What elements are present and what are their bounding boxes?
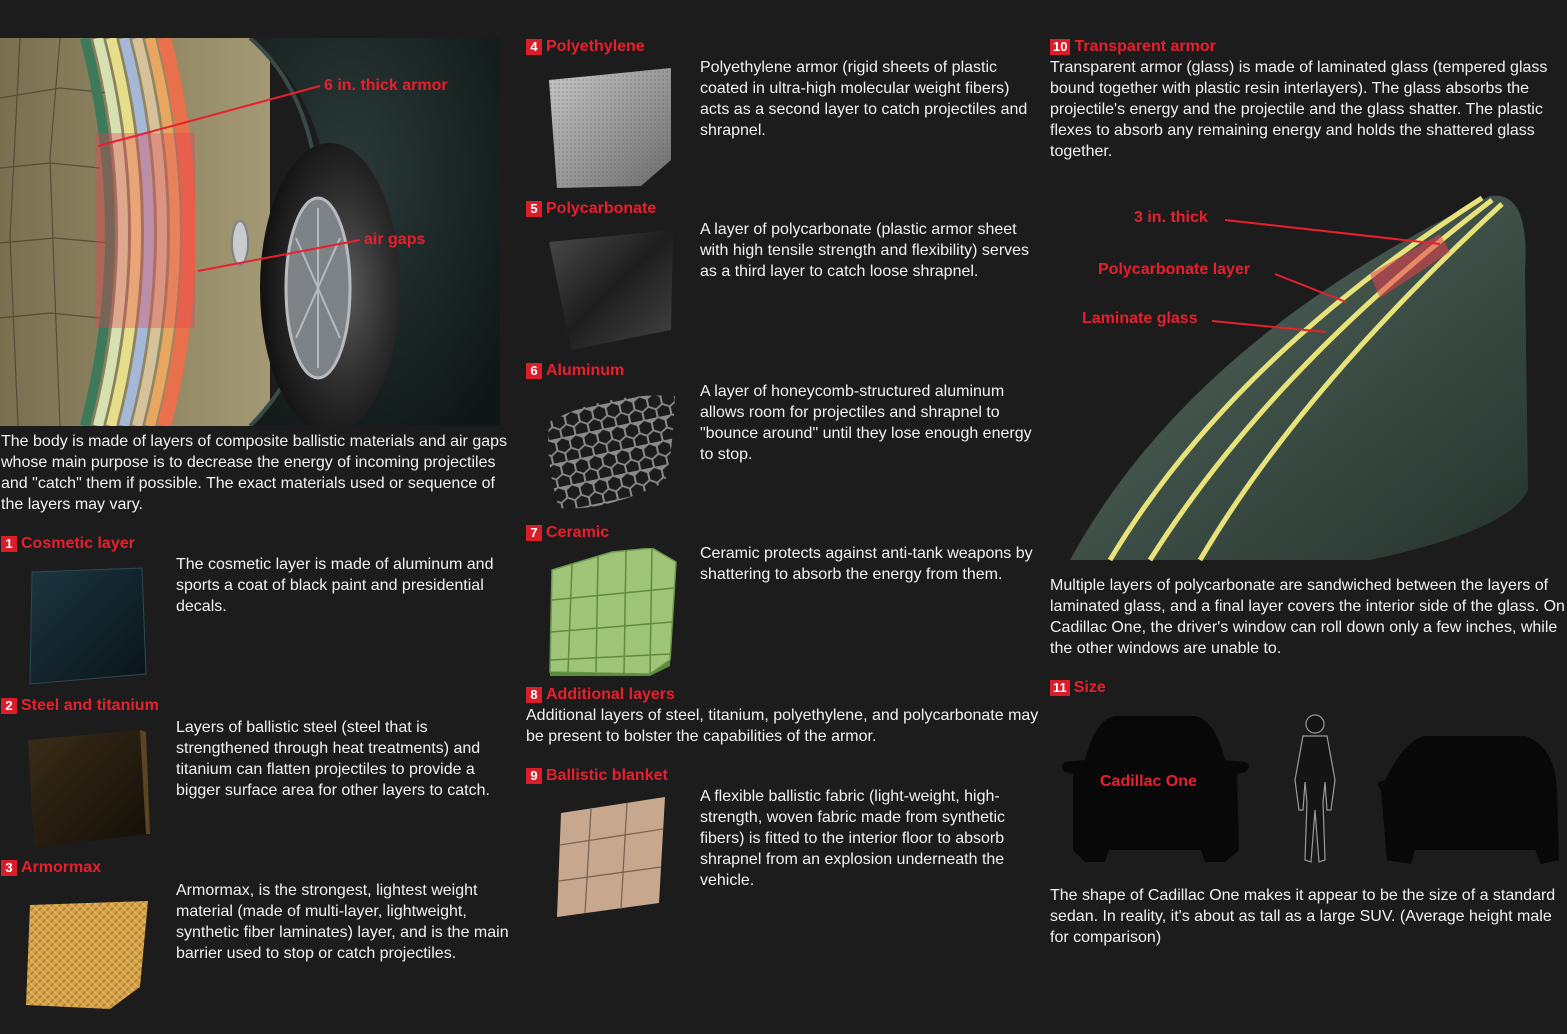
- section-6-heading: [526, 362, 624, 380]
- section-5-title: Polycarbonate: [546, 200, 657, 217]
- ballistic-blanket-swatch: [555, 795, 675, 920]
- section-2-number: 2: [1, 698, 17, 714]
- section-9-heading: [526, 767, 668, 785]
- section-2-title: Steel and titanium: [21, 697, 159, 714]
- callout-air-gaps: air gaps: [364, 231, 426, 248]
- armormax-swatch: [22, 895, 152, 1015]
- section-8-heading: [526, 686, 675, 704]
- section-1-title: Cosmetic layer: [21, 535, 135, 552]
- section-4-title: Polyethylene: [546, 38, 645, 55]
- section-7-title: Ceramic: [546, 524, 610, 541]
- section-9-text: A flexible ballistic fabric (light-weight, high-strength, woven fabric made from synthetic fibers) is fitted to the interior floor to absorb shrapnel from an explosion underneath the vehicle.: [700, 788, 1006, 889]
- cosmetic-layer-swatch: [20, 562, 150, 687]
- callout-polycarbonate-layer: Polycarbonate layer: [1098, 261, 1251, 278]
- steel-titanium-swatch: [20, 722, 150, 852]
- transparent-armor-glass-illustration: [1070, 190, 1530, 565]
- section-5-text: A layer of polycarbonate (plastic armor sheet with high tensile strength and flexibility) serves as a third layer to catch loose shrapnel.: [700, 221, 1030, 280]
- callout-laminate-glass: Laminate glass: [1082, 310, 1198, 327]
- section-5-heading: [526, 200, 656, 218]
- section-6-title: Aluminum: [546, 362, 625, 379]
- callout-3-in-thick: 3 in. thick: [1134, 209, 1208, 226]
- section-8-number: 8: [526, 687, 542, 703]
- section-8-text: Additional layers of steel, titanium, polyethylene, and polycarbonate may be present to bolster the capabilities of the armor.: [526, 707, 1039, 745]
- section-11-text: The shape of Cadillac One makes it appear to be the size of a standard sedan. In reality, it's about as tall as a large SUV. (Average height male for comparison): [1050, 887, 1556, 946]
- section-9-title: Ballistic blanket: [546, 767, 668, 784]
- glass-description: Multiple layers of polycarbonate are sandwiched between the layers of laminated glass, and a final layer covers the interior side of the glass. On Cadillac One, the driver's window can roll down only a few inches, while the other windows are unable to.: [1050, 577, 1565, 657]
- cadillac-one-label: Cadillac One: [1100, 773, 1197, 790]
- human-figure-outline: [1295, 715, 1335, 862]
- section-7-number: 7: [526, 525, 542, 541]
- section-10-number: 10: [1050, 39, 1070, 55]
- section-11-heading: [1050, 679, 1106, 697]
- callout-6-in-armor: 6 in. thick armor: [324, 77, 448, 94]
- section-10-heading: [1050, 38, 1216, 56]
- section-9-number: 9: [526, 768, 542, 784]
- section-7-text: Ceramic protects against anti-tank weapons by shattering to absorb the energy from them.: [700, 545, 1033, 583]
- section-3-heading: [1, 859, 101, 877]
- section-1-heading: [1, 535, 135, 553]
- section-10-text: Transparent armor (glass) is made of laminated glass (tempered glass bound together with plastic resin interlayers). The glass absorbs the projectile's energy and the projectile and the glass shatter. The plastic flexes to absorb any remaining energy and holds the shattered glass together.: [1050, 59, 1548, 160]
- cadillac-rear-silhouette: [1378, 736, 1559, 864]
- section-7-heading: [526, 524, 609, 542]
- section-6-text: A layer of honeycomb-structured aluminum allows room for projectiles and shrapnel to "bounce around" until they lose enough energy to stop.: [700, 383, 1032, 463]
- aluminum-honeycomb-swatch: [545, 392, 680, 512]
- section-4-heading: [526, 38, 645, 56]
- section-3-text: Armormax, is the strongest, lightest weight material (made of multi-layer, lightweight, synthetic fiber laminates) layer, and is the main barrier used to stop or catch projectiles.: [176, 882, 509, 962]
- size-comparison-illustration: [1055, 710, 1565, 875]
- section-11-title: Size: [1073, 679, 1106, 696]
- section-2-heading: [1, 697, 159, 715]
- section-1-text: The cosmetic layer is made of aluminum and sports a coat of black paint and presidential decals.: [176, 556, 494, 615]
- section-3-title: Armormax: [21, 859, 102, 876]
- polycarbonate-swatch: [545, 228, 675, 353]
- ceramic-tiles-swatch: [542, 548, 682, 676]
- section-2-text: Layers of ballistic steel (steel that is strengthened through heat treatments) and titanium can flatten projectiles to provide a bigger surface area for other layers to catch.: [176, 719, 490, 799]
- polyethylene-swatch: [545, 66, 675, 191]
- section-3-number: 3: [1, 860, 17, 876]
- section-4-number: 4: [526, 39, 542, 55]
- section-11-number: 11: [1050, 680, 1070, 696]
- section-4-text: Polyethylene armor (rigid sheets of plastic coated in ultra-high molecular weight fibers) acts as a second layer to catch projectiles and shrapnel.: [700, 59, 1028, 139]
- section-1-number: 1: [1, 536, 17, 552]
- section-5-number: 5: [526, 201, 542, 217]
- section-6-number: 6: [526, 363, 542, 379]
- section-10-title: Transparent armor: [1074, 38, 1216, 55]
- intro-description: The body is made of layers of composite ballistic materials and air gaps whose main purpose is to decrease the energy of incoming projectiles and "catch" them if possible. The exact materials used or sequence of the layers may vary.: [1, 433, 508, 513]
- section-8-title: Additional layers: [546, 686, 675, 703]
